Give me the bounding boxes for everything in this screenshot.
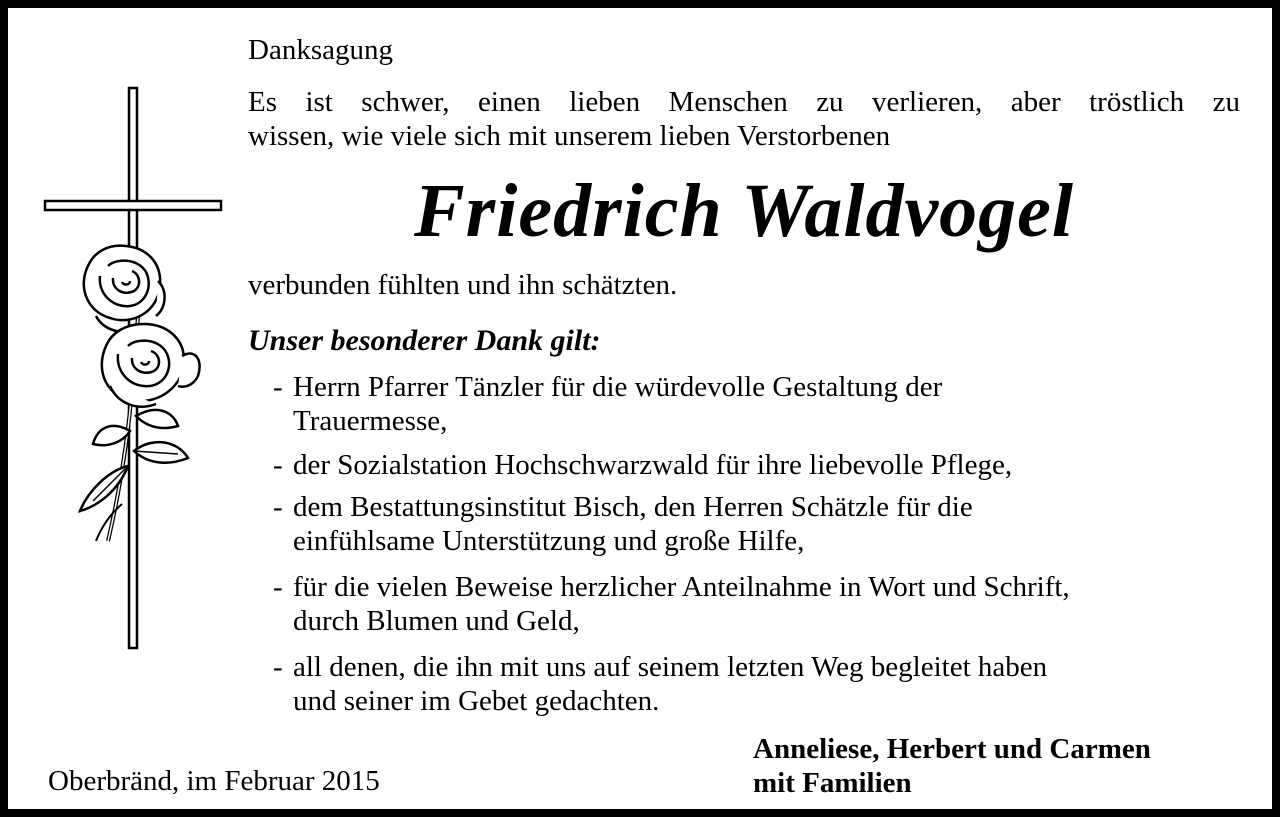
thanks-item bbox=[273, 650, 1047, 718]
thanks-item-line-1: dem Bestattungsinstitut Bisch, den Herren Schätzle für die bbox=[293, 491, 973, 523]
thanks-item-line-1: für die vielen Beweise herzlicher Anteilnahme in Wort und Schrift, bbox=[293, 571, 1070, 603]
thanks-item-line-1: all denen, die ihn mit uns auf seinem letzten Weg begleitet haben bbox=[293, 651, 1048, 683]
thanks-heading: Unser besonderer Dank gilt: bbox=[248, 324, 601, 357]
thanks-item-line-2: Trauermesse, bbox=[293, 405, 448, 437]
notice-kicker: Danksagung bbox=[248, 34, 393, 66]
thanks-item-line-1: Herrn Pfarrer Tänzler für die würdevolle Gestaltung der bbox=[293, 371, 943, 403]
thanks-item-line-2: durch Blumen und Geld, bbox=[293, 605, 580, 637]
signature bbox=[753, 732, 1151, 800]
cross-with-roses-icon bbox=[38, 86, 228, 651]
deceased-name: Friedrich Waldvogel bbox=[413, 169, 1075, 253]
thanks-item bbox=[273, 570, 1070, 638]
thanks-item bbox=[273, 370, 942, 438]
bullet-dash: - bbox=[273, 449, 283, 481]
thanks-item-line-2: einfühlsame Unterstützung und große Hilfe, bbox=[293, 525, 805, 557]
signature-line-1: Anneliese, Herbert und Carmen bbox=[753, 733, 1151, 765]
bullet-dash: - bbox=[273, 651, 283, 683]
thanks-item bbox=[273, 490, 973, 558]
bullet-dash: - bbox=[273, 371, 283, 403]
thanks-item bbox=[273, 448, 1012, 482]
place-and-date: Oberbränd, im Februar 2015 bbox=[48, 765, 380, 797]
bullet-dash: - bbox=[273, 571, 283, 603]
bullet-dash: - bbox=[273, 491, 283, 523]
signature-line-2: mit Familien bbox=[753, 767, 912, 799]
thanks-item-line-1: der Sozialstation Hochschwarzwald für ihre liebevolle Pflege, bbox=[293, 449, 1013, 481]
intro-text-line-2: wissen, wie viele sich mit unserem lieben Verstorbenen bbox=[248, 120, 891, 152]
thanks-item-line-2: und seiner im Gebet gedachten. bbox=[293, 685, 660, 717]
intro-text-line-3: verbunden fühlten und ihn schätzten. bbox=[248, 269, 678, 301]
intro-text-line-1: Es ist schwer, einen lieben Menschen zu verlieren, aber tröstlich zu bbox=[248, 86, 1240, 118]
